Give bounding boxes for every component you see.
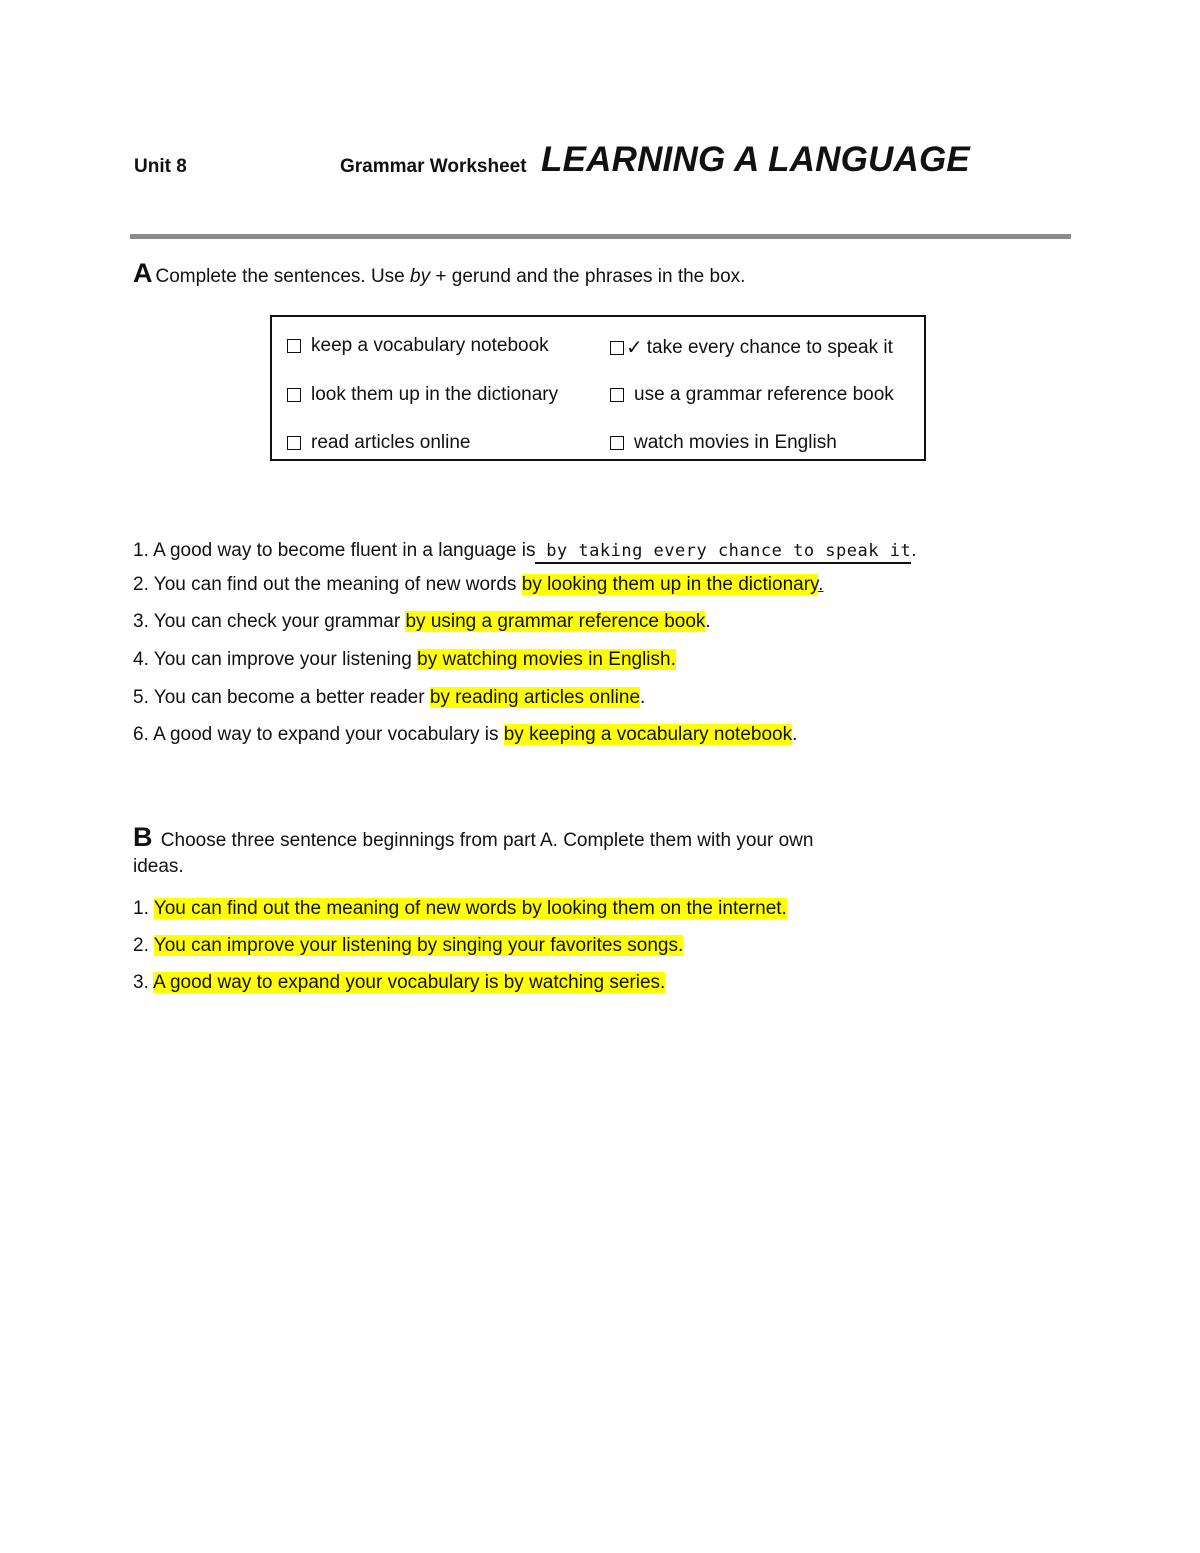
section-b-instruction — [133, 824, 833, 880]
checkbox-icon[interactable] — [610, 436, 624, 450]
sentence-prefix: 1. A good way to become fluent in a language is — [133, 540, 536, 561]
highlighted-answer[interactable]: You can find out the meaning of new words by looking them on the internet. — [153, 898, 787, 919]
sentence-suffix: . — [792, 724, 798, 745]
sentence-line — [133, 540, 916, 562]
highlighted-answer[interactable]: by looking them up in the dictionary — [521, 574, 819, 595]
instruction-text-pre: Complete the sentences. Use — [155, 266, 411, 287]
section-a-instruction — [133, 258, 745, 289]
answer-number: 1. — [133, 898, 154, 919]
instruction-text-em: by — [410, 266, 431, 287]
highlighted-answer[interactable]: by reading articles online — [429, 687, 641, 708]
unit-label: Unit 8 — [134, 156, 187, 177]
checkbox-icon[interactable] — [287, 436, 301, 450]
phrase-item[interactable] — [610, 384, 894, 406]
sentence-prefix: 4. You can improve your listening — [133, 649, 418, 670]
phrase-item[interactable] — [610, 432, 837, 454]
checkbox-icon[interactable] — [610, 388, 624, 402]
phrase-label: read articles online — [311, 432, 471, 453]
sentence-prefix: 5. You can become a better reader — [133, 687, 430, 708]
section-b-letter: B — [133, 822, 153, 852]
header-divider — [130, 234, 1071, 239]
answer-line — [133, 972, 665, 994]
sentence-line — [133, 574, 823, 596]
checkmark-icon: ✓ — [626, 337, 643, 359]
checkbox-icon[interactable] — [287, 339, 301, 353]
sentence-suffix: . — [911, 540, 917, 561]
phrase-label: use a grammar reference book — [634, 384, 894, 405]
answer-line — [133, 935, 683, 957]
section-a-letter: A — [133, 258, 153, 288]
sentence-line — [133, 649, 676, 671]
phrase-item[interactable] — [287, 335, 549, 357]
sentence-suffix: . — [640, 687, 646, 708]
phrase-label: look them up in the dictionary — [311, 384, 559, 405]
phrase-item[interactable] — [287, 432, 470, 454]
checkbox-icon[interactable] — [287, 388, 301, 402]
phrase-item[interactable] — [287, 384, 558, 406]
phrase-label: watch movies in English — [634, 432, 837, 453]
sentence-prefix: 6. A good way to expand your vocabulary is — [133, 724, 504, 745]
sentence-line — [133, 724, 797, 746]
phrase-item[interactable] — [610, 335, 893, 360]
sentence-prefix: 2. You can find out the meaning of new words — [133, 574, 522, 595]
worksheet-label: Grammar Worksheet — [340, 156, 527, 177]
page-title: LEARNING A LANGUAGE — [541, 140, 970, 179]
answer-line — [133, 898, 787, 920]
highlighted-answer[interactable]: by watching movies in English. — [417, 649, 676, 670]
highlighted-answer[interactable]: by keeping a vocabulary notebook — [503, 724, 793, 745]
answer-number: 3. — [133, 972, 154, 993]
sentence-line — [133, 611, 711, 633]
sentence-line — [133, 687, 645, 709]
sentence-suffix: . — [818, 574, 824, 595]
handwritten-answer[interactable]: by taking every chance to speak it — [535, 541, 911, 564]
highlighted-answer[interactable]: A good way to expand your vocabulary is by watching series. — [153, 972, 666, 993]
sentence-suffix: . — [705, 611, 711, 632]
phrase-label: take every chance to speak it — [646, 336, 893, 358]
instruction-text-post: + gerund and the phrases in the box. — [430, 266, 746, 287]
highlighted-answer[interactable]: by using a grammar reference book — [405, 611, 706, 632]
answer-number: 2. — [133, 935, 154, 956]
sentence-prefix: 3. You can check your grammar — [133, 611, 406, 632]
instruction-text: Choose three sentence beginnings from part A. Complete them with your own ideas. — [133, 830, 814, 877]
checkbox-icon[interactable] — [610, 341, 624, 355]
phrase-label: keep a vocabulary notebook — [311, 335, 549, 356]
highlighted-answer[interactable]: You can improve your listening by singing your favorites songs. — [153, 935, 684, 956]
